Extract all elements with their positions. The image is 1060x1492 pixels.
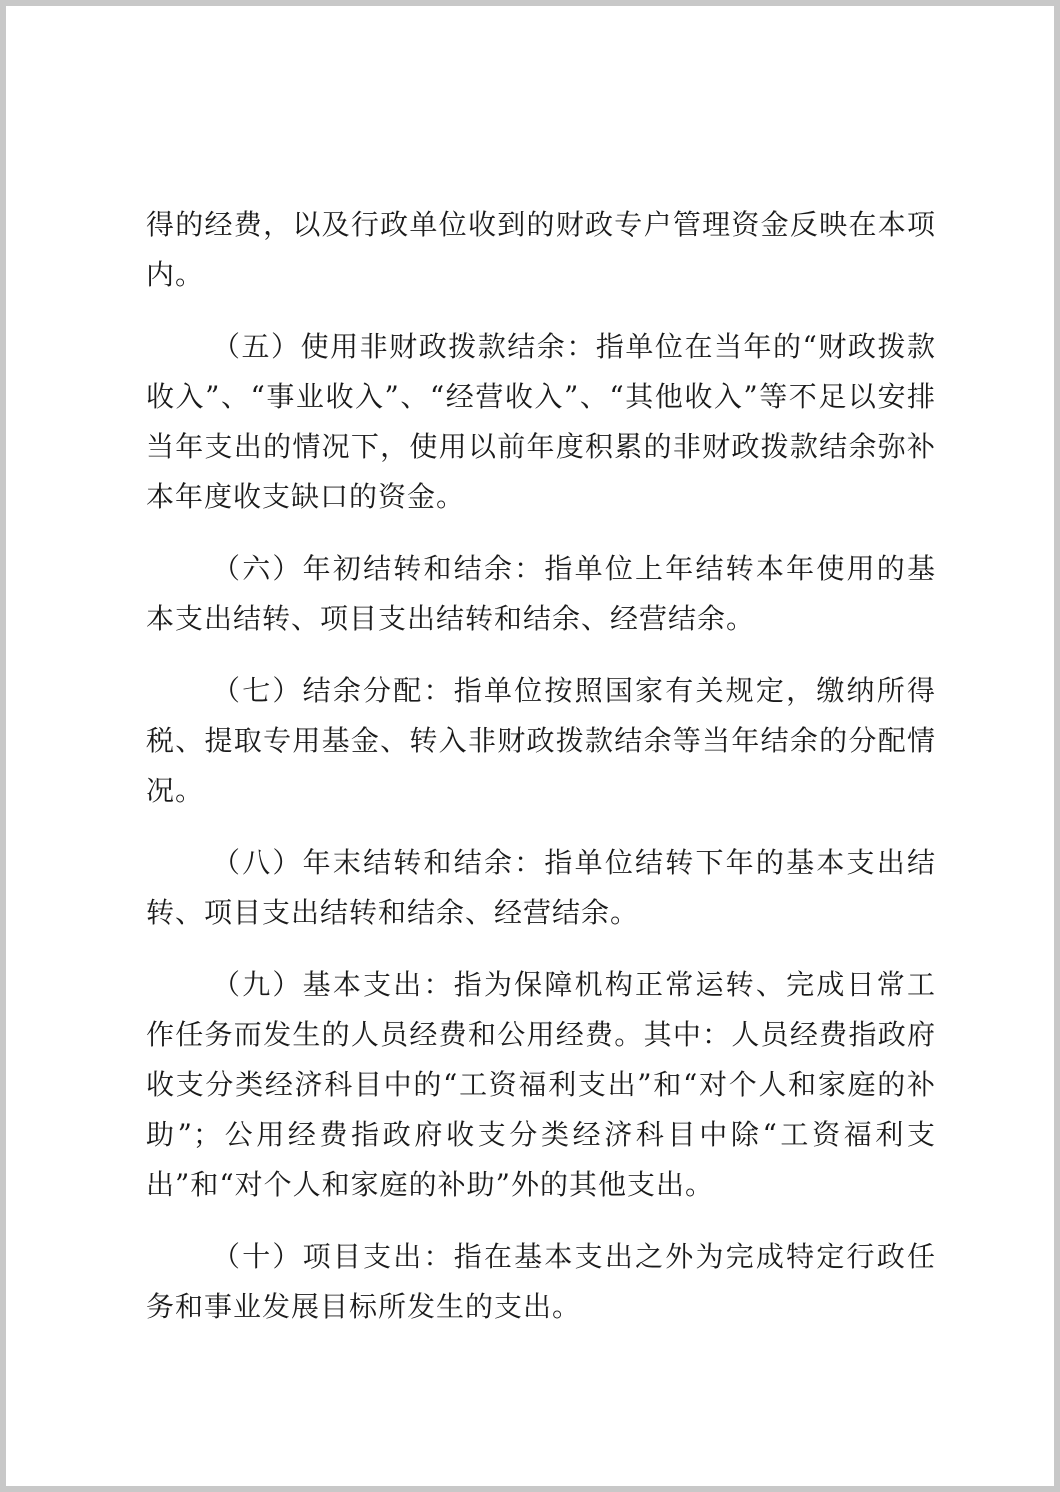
paragraph-item-10: （十）项目支出：指在基本支出之外为完成特定行政任务和事业发展目标所发生的支出。: [146, 1240, 936, 1323]
paragraph-item-6: （六）年初结转和结余：指单位上年结转本年使用的基本支出结转、项目支出结转和结余、经营结余。: [146, 552, 936, 635]
paragraph-continuation: 得的经费，以及行政单位收到的财政专户管理资金反映在本项内。: [146, 208, 936, 291]
paragraph-item-8: （八）年末结转和结余：指单位结转下年的基本支出结转、项目支出结转和结余、经营结余。: [146, 846, 936, 929]
paragraph-item-5: （五）使用非财政拨款结余：指单位在当年的“财政拨款收入”、“事业收入”、“经营收入”、“其他收入”等不足以安排当年支出的情况下，使用以前年度积累的非财政拨款结余弥补本年度收支缺口的资金。: [146, 330, 936, 513]
paragraph-item-7: （七）结余分配：指单位按照国家有关规定，缴纳所得税、提取专用基金、转入非财政拨款结余等当年结余的分配情况。: [146, 674, 936, 807]
document-body: [146, 200, 936, 1332]
paragraph-item-9: （九）基本支出：指为保障机构正常运转、完成日常工作任务而发生的人员经费和公用经费。其中：人员经费指政府收支分类经济科目中的“工资福利支出”和“对个人和家庭的补助”；公用经费指政府收支分类经济科目中除“工资福利支出”和“对个人和家庭的补助”外的其他支出。: [146, 968, 936, 1201]
